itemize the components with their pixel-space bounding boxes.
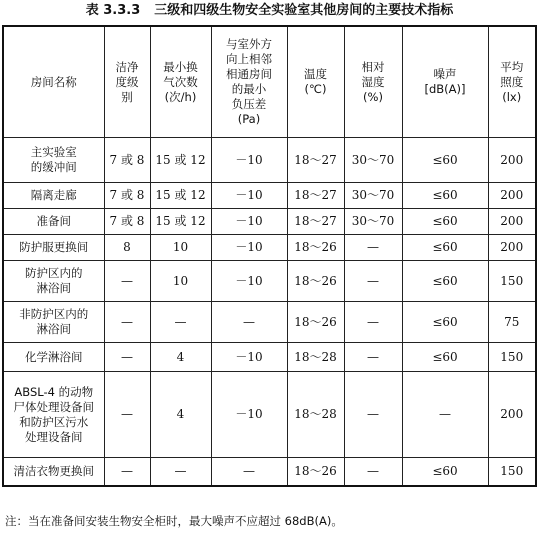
air-change-cell: 10 [150, 235, 211, 261]
room-name-cell: 准备间 [3, 209, 104, 235]
air-change-cell: 15 或 12 [150, 209, 211, 235]
humidity-cell: 30～70 [344, 138, 402, 183]
header-cleanliness-class: 洁净 度级 别 [104, 26, 150, 138]
humidity-cell: — [344, 372, 402, 458]
humidity-cell: 30～70 [344, 183, 402, 209]
illuminance-cell: 200 [488, 235, 536, 261]
illuminance-cell: 200 [488, 372, 536, 458]
pressure-cell: －10 [211, 261, 287, 302]
table-title: 三级和四级生物安全实验室其他房间的主要技术指标 [154, 3, 454, 18]
temperature-cell: 18～27 [287, 183, 344, 209]
cleanliness-cell: — [104, 261, 150, 302]
pressure-cell: －10 [211, 372, 287, 458]
pressure-cell: －10 [211, 343, 287, 372]
temperature-cell: 18～26 [287, 458, 344, 487]
humidity-cell: — [344, 343, 402, 372]
noise-cell: ≤60 [402, 138, 488, 183]
illuminance-cell: 200 [488, 138, 536, 183]
temperature-cell: 18～26 [287, 302, 344, 343]
air-change-cell: — [150, 458, 211, 487]
air-change-cell: 4 [150, 372, 211, 458]
header-pressure-difference: 与室外方 向上相邻 相通房间 的最小 负压差 (Pa) [211, 26, 287, 138]
table-number: 表 3.3.3 [85, 3, 141, 18]
temperature-cell: 18～26 [287, 261, 344, 302]
pressure-cell: －10 [211, 183, 287, 209]
cleanliness-cell: 7 或 8 [104, 138, 150, 183]
table-caption [0, 1, 539, 21]
humidity-cell: — [344, 235, 402, 261]
noise-cell: ≤60 [402, 183, 488, 209]
temperature-cell: 18～27 [287, 209, 344, 235]
illuminance-cell: 200 [488, 183, 536, 209]
temperature-cell: 18～28 [287, 372, 344, 458]
header-noise: 噪声 [dB(A)] [402, 26, 488, 138]
table-row [3, 343, 536, 372]
humidity-cell: — [344, 261, 402, 302]
header-room-name: 房间名称 [3, 26, 104, 138]
pressure-cell: －10 [211, 138, 287, 183]
table-row [3, 302, 536, 343]
cleanliness-cell: — [104, 372, 150, 458]
table-header-row [3, 26, 536, 138]
table-row [3, 458, 536, 487]
illuminance-cell: 75 [488, 302, 536, 343]
pressure-cell: — [211, 458, 287, 487]
pressure-cell: －10 [211, 209, 287, 235]
cleanliness-cell: 7 或 8 [104, 183, 150, 209]
table-row [3, 235, 536, 261]
cleanliness-cell: — [104, 302, 150, 343]
noise-cell: — [402, 372, 488, 458]
cleanliness-cell: — [104, 343, 150, 372]
technical-indicators-table [2, 25, 537, 487]
air-change-cell: 15 或 12 [150, 183, 211, 209]
noise-cell: ≤60 [402, 343, 488, 372]
room-name-cell: 化学淋浴间 [3, 343, 104, 372]
humidity-cell: 30～70 [344, 209, 402, 235]
table-row [3, 261, 536, 302]
room-name-cell: ABSL-4 的动物 尸体处理设备间 和防护区污水 处理设备间 [3, 372, 104, 458]
temperature-cell: 18～26 [287, 235, 344, 261]
cleanliness-cell: — [104, 458, 150, 487]
illuminance-cell: 200 [488, 209, 536, 235]
room-name-cell: 清洁衣物更换间 [3, 458, 104, 487]
room-name-cell: 隔离走廊 [3, 183, 104, 209]
pressure-cell: －10 [211, 235, 287, 261]
air-change-cell: 15 或 12 [150, 138, 211, 183]
illuminance-cell: 150 [488, 458, 536, 487]
room-name-cell: 非防护区内的 淋浴间 [3, 302, 104, 343]
header-illuminance: 平均 照度 (lx) [488, 26, 536, 138]
noise-cell: ≤60 [402, 302, 488, 343]
noise-cell: ≤60 [402, 458, 488, 487]
humidity-cell: — [344, 302, 402, 343]
table-note: 注：当在准备间安装生物安全柜时，最大噪声不应超过 68dB(A)。 [5, 514, 343, 528]
noise-cell: ≤60 [402, 261, 488, 302]
table-row [3, 138, 536, 183]
cleanliness-cell: 7 或 8 [104, 209, 150, 235]
room-name-cell: 防护区内的 淋浴间 [3, 261, 104, 302]
humidity-cell: — [344, 458, 402, 487]
header-relative-humidity: 相对 湿度 (%) [344, 26, 402, 138]
noise-cell: ≤60 [402, 209, 488, 235]
temperature-cell: 18～28 [287, 343, 344, 372]
noise-cell: ≤60 [402, 235, 488, 261]
cleanliness-cell: 8 [104, 235, 150, 261]
air-change-cell: 4 [150, 343, 211, 372]
pressure-cell: — [211, 302, 287, 343]
table-row [3, 209, 536, 235]
room-name-cell: 防护服更换间 [3, 235, 104, 261]
air-change-cell: — [150, 302, 211, 343]
room-name-cell: 主实验室 的缓冲间 [3, 138, 104, 183]
temperature-cell: 18～27 [287, 138, 344, 183]
illuminance-cell: 150 [488, 343, 536, 372]
header-temperature: 温度 (℃) [287, 26, 344, 138]
air-change-cell: 10 [150, 261, 211, 302]
table-row [3, 372, 536, 458]
table-row [3, 183, 536, 209]
header-air-change-rate: 最小换 气次数 (次/h) [150, 26, 211, 138]
illuminance-cell: 150 [488, 261, 536, 302]
